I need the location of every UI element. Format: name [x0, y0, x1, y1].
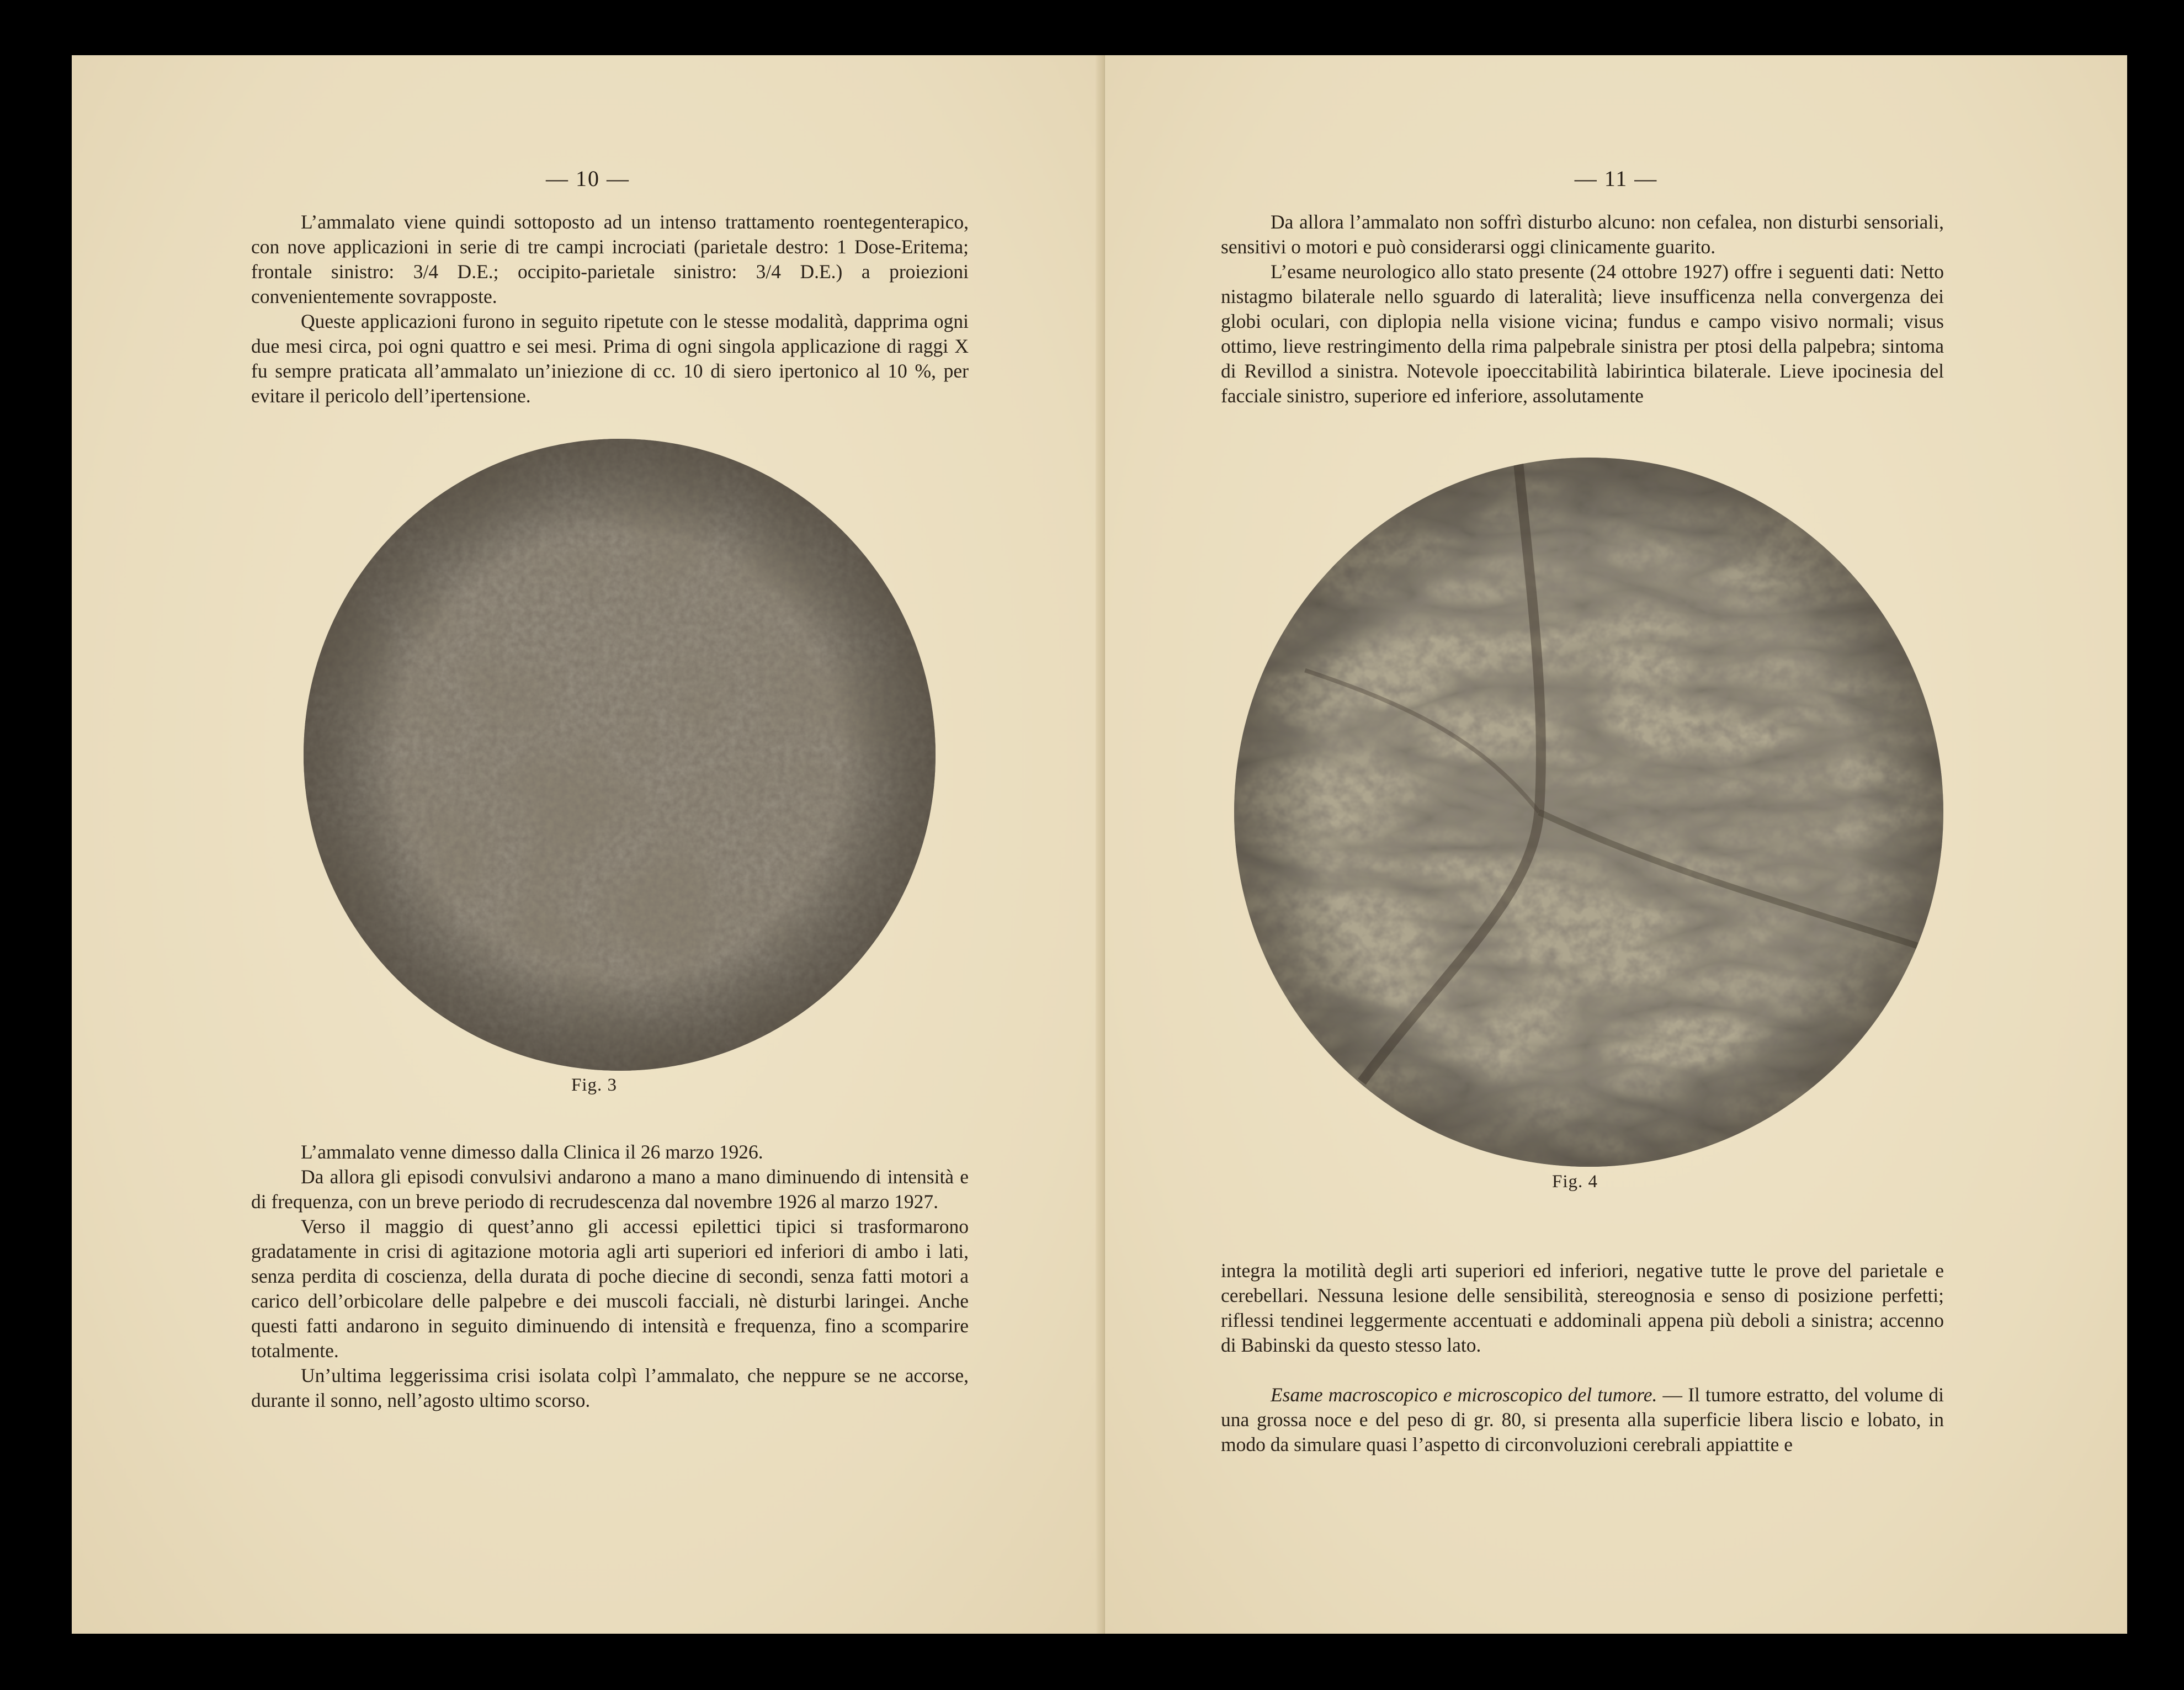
- page-number: — 11 —: [1574, 166, 1658, 191]
- paragraph: L’ammalato viene quindi sottoposto ad un intenso trattamento roentegenterapico, con nove applicazioni in serie di tre campi incrociati (parietale destro: 1 Dose-Eritema; frontale sinistro: 3/4 D.E.; occipito-parietale sinistro: 3/4 D.E.) a proiezioni convenientemente sovrapposte.: [251, 211, 969, 307]
- paragraph: Da allora l’ammalato non soffrì disturbo alcuno: non cefalea, non disturbi sensoriali, sensitivi o motori e può considerarsi oggi clinicamente guarito.: [1221, 211, 1944, 258]
- paragraph: Da allora gli episodi convulsivi andarono a mano a mano diminuendo di intensità e di frequenza, con un breve periodo di recrudescenza dal novembre 1926 al marzo 1927.: [251, 1166, 969, 1213]
- text-block-top: [1221, 210, 1944, 408]
- text-block-top: [251, 210, 969, 408]
- right-page: [1105, 55, 2127, 1634]
- paragraph: integra la motilità degli arti superiori ed inferiori, negative tutte le prove del parietale e cerebellari. Nessuna lesione delle sensibilità, stereognosia e senso di posizione perfetti; riflessi tendinei leggermente accentuati e addominali appena più deboli a sinistra; accenno di Babinski da questo stesso lato.: [1221, 1259, 1944, 1356]
- text-block-bottom: [251, 1140, 969, 1413]
- paragraph: Un’ultima leggerissima crisi isolata colpì l’ammalato, che neppure se ne accorse, durante il sonno, nell’agosto ultimo scorso.: [251, 1364, 969, 1411]
- section-text: — Il tumore estratto, del volume di una grossa noce e del peso di gr. 80, si presenta alla superficie libera liscio e lobato, in modo da simulare quasi l’aspetto di circonvoluzioni cerebrali appiattite e: [1221, 1384, 1944, 1455]
- figure-caption: Fig. 3: [571, 1075, 618, 1095]
- section-title: Esame macroscopico e microscopico del tumore.: [1271, 1384, 1657, 1406]
- paragraph: Verso il maggio di quest’anno gli accessi epilettici tipici si trasformarono gradatamente in crisi di agitazione motoria agli arti superiori ed inferiori di ambo i lati, senza perdita di coscienza, della durata di poche diecine di secondi, senza fatti motori a carico dell’orbicolare delle palpebre e dei muscoli facciali, nè disturbi laringei. Anche questi fatti andarono in seguito diminuendo di intensità e frequenza, fino a scomparire totalmente.: [251, 1215, 969, 1362]
- micrograph-figure-3: [304, 439, 936, 1071]
- paragraph: Queste applicazioni furono in seguito ripetute con le stesse modalità, dapprima ogni due mesi circa, poi ogni quattro e sei mesi. Prima di ogni singola applicazione di raggi X fu sempre praticata all’ammalato un’iniezione di cc. 10 di siero ipertonico al 10 %, per evitare il pericolo dell’ipertensione.: [251, 310, 969, 407]
- paragraph: L’esame neurologico allo stato presente (24 ottobre 1927) offre i seguenti dati: Netto nistagmo bilaterale nello sguardo di lateralità; lieve insufficenza nella convergenza dei globi oculari, con diplopia nella visione vicina; fundus e campo visivo normali; visus ottimo, lieve restringimento della rima palpebrale sinistra per ptosi della palpebra; sintoma di Revillod a sinistra. Notevole ipoeccitabilità labirintica bilaterale. Lieve ipocinesia del facciale sinistro, superiore ed inferiore, assolutamente: [1221, 261, 1944, 407]
- left-page: [72, 55, 1104, 1634]
- text-block-bottom: [1221, 1258, 1944, 1457]
- micrograph-figure-4: [1234, 458, 1943, 1167]
- paragraph: L’ammalato venne dimesso dalla Clinica il 26 marzo 1926.: [301, 1141, 763, 1163]
- page-number: — 10 —: [546, 166, 630, 191]
- figure-caption: Fig. 4: [1552, 1172, 1598, 1192]
